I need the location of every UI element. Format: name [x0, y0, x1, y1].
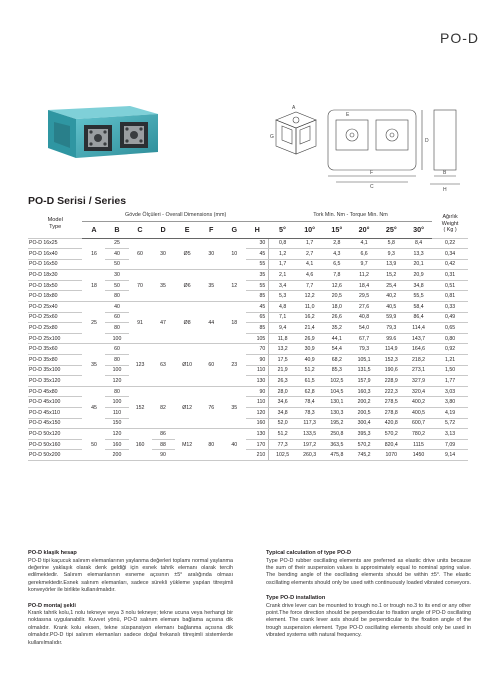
- cell-torque-1: 34,6: [269, 397, 296, 408]
- cell-type: PO-D 18x30: [28, 270, 82, 281]
- cell-torque-6: 114,4: [405, 323, 432, 334]
- cell-torque-1: 13,2: [269, 344, 296, 355]
- drawing-label-b: B: [443, 170, 447, 176]
- cell-d: 30: [152, 238, 175, 270]
- cell-h: 35: [246, 270, 269, 281]
- drawing-front-view: [328, 110, 422, 182]
- cell-e: Ø10: [175, 344, 200, 386]
- cell-a: 35: [82, 344, 105, 386]
- drawing-label-e: E: [346, 112, 350, 118]
- cell-type: PO-D 35x120: [28, 376, 82, 387]
- cell-type: PO-D 45x150: [28, 418, 82, 429]
- cell-torque-5: 5,8: [378, 238, 405, 249]
- cell-torque-4: 54,0: [350, 323, 377, 334]
- cell-torque-4: 27,6: [350, 302, 377, 313]
- cell-b: 80: [105, 323, 128, 334]
- torque-group-header: Tork Min. Nm - Torque Min. Nm: [269, 210, 432, 221]
- drawing-label-f: F: [370, 170, 374, 176]
- cell-torque-3: 250,8: [323, 429, 350, 440]
- cell-h: 65: [246, 312, 269, 323]
- cell-torque-5: 152,3: [378, 355, 405, 366]
- cell-torque-2: 4,1: [296, 259, 323, 270]
- cell-c: 60: [129, 238, 152, 270]
- cell-torque-5: 820,4: [378, 439, 405, 450]
- cell-torque-6: 1450: [405, 450, 432, 461]
- cell-torque-1: 4,8: [269, 302, 296, 313]
- cell-type: PO-D 16x25: [28, 238, 82, 249]
- cell-torque-2: 78,4: [296, 397, 323, 408]
- cell-torque-3: 35,2: [323, 323, 350, 334]
- cell-b: 80: [105, 355, 128, 366]
- cell-f: 44: [200, 302, 223, 344]
- cell-b: 30: [105, 270, 128, 281]
- cell-weight: 0,33: [432, 302, 468, 313]
- cell-weight: 0,51: [432, 280, 468, 291]
- cell-torque-4: 11,2: [350, 270, 377, 281]
- cell-torque-4: 157,9: [350, 376, 377, 387]
- cell-e: Ø8: [175, 302, 200, 344]
- cell-b: 100: [105, 365, 128, 376]
- cell-a: 25: [82, 302, 105, 344]
- note-text-en-1: Type PO-D rubber oscillating elements are preferred as elastic drive units because the sum of their suspension values is approximately equal to nominal spring value. The bending angle of the oscillating elements should be within ±5°. The elastic oscillating elements should only be used with continuously loaded vibrated conveyors.: [266, 557, 471, 586]
- cell-weight: 4,19: [432, 408, 468, 419]
- cell-torque-5: 278,8: [378, 408, 405, 419]
- cell-weight: 0,42: [432, 259, 468, 270]
- cell-weight: 0,34: [432, 249, 468, 260]
- cell-b: 40: [105, 302, 128, 313]
- insert-right: [120, 122, 148, 148]
- cell-torque-6: 273,1: [405, 365, 432, 376]
- note-heading-en-2: Type PO-D installation: [266, 595, 326, 602]
- cell-weight: 0,81: [432, 291, 468, 302]
- technical-drawing: [258, 100, 463, 192]
- col-dim-c: C: [129, 221, 152, 238]
- cell-type: PO-D 35x100: [28, 365, 82, 376]
- cell-e: Ø6: [175, 270, 200, 302]
- cell-torque-1: 1,7: [269, 259, 296, 270]
- cell-torque-1: 51,2: [269, 429, 296, 440]
- col-dim-d: D: [152, 221, 175, 238]
- cell-torque-6: 600,7: [405, 418, 432, 429]
- col-dim-h: H: [246, 221, 269, 238]
- cell-d: 86: [152, 429, 175, 440]
- cell-b: 120: [105, 376, 128, 387]
- cell-torque-4: 131,5: [350, 365, 377, 376]
- cell-type: PO-D 50x160: [28, 439, 82, 450]
- series-title: PO-D Serisi / Series: [28, 195, 127, 207]
- cell-f: 30: [200, 238, 223, 270]
- col-torque-1: 5°: [269, 221, 296, 238]
- cell-torque-5: 99.6: [378, 333, 405, 344]
- cell-torque-2: 4,6: [296, 270, 323, 281]
- cell-h: 210: [246, 450, 269, 461]
- table-row: [28, 344, 468, 355]
- drawing-label-d: D: [425, 138, 429, 144]
- cell-torque-2: 260,3: [296, 450, 323, 461]
- cell-torque-3: 363,5: [323, 439, 350, 450]
- cell-torque-2: 117,3: [296, 418, 323, 429]
- cell-e: M12: [175, 429, 200, 461]
- cell-torque-4: 9,7: [350, 259, 377, 270]
- cell-c: 91: [129, 302, 152, 344]
- cell-torque-1: 7,1: [269, 312, 296, 323]
- cell-weight: 1,77: [432, 376, 468, 387]
- cell-torque-1: 102,5: [269, 450, 296, 461]
- cell-torque-1: 9,4: [269, 323, 296, 334]
- cell-a: 50: [82, 429, 105, 461]
- cell-torque-3: 475,8: [323, 450, 350, 461]
- cell-weight: 3,13: [432, 429, 468, 440]
- note-heading-tr-2: PO-D montaj şekli: [28, 602, 76, 609]
- col-dim-f: F: [200, 221, 223, 238]
- cell-b: 60: [105, 344, 128, 355]
- cell-torque-3: 4,3: [323, 249, 350, 260]
- note-heading-en-1: Typical calculation of type PO-D: [266, 550, 352, 556]
- cell-b: 120: [105, 429, 128, 440]
- cell-torque-4: 29,5: [350, 291, 377, 302]
- cell-b: 80: [105, 386, 128, 397]
- cell-torque-2: 133,5: [296, 429, 323, 440]
- cell-torque-1: 52,0: [269, 418, 296, 429]
- cell-h: 105: [246, 333, 269, 344]
- cell-torque-3: 102,5: [323, 376, 350, 387]
- cell-torque-6: 320,4: [405, 386, 432, 397]
- drawing-label-a: A: [292, 105, 296, 111]
- cell-torque-1: 0,8: [269, 238, 296, 249]
- cell-h: 45: [246, 302, 269, 313]
- cell-type: PO-D 45x100: [28, 397, 82, 408]
- cell-h: 85: [246, 323, 269, 334]
- cell-torque-1: 17,5: [269, 355, 296, 366]
- cell-torque-2: 11,0: [296, 302, 323, 313]
- cell-a: 16: [82, 238, 105, 270]
- cell-b: 50: [105, 280, 128, 291]
- cell-torque-3: 6,5: [323, 259, 350, 270]
- cell-torque-4: 6,6: [350, 249, 377, 260]
- table-row: [28, 270, 468, 281]
- cell-torque-1: 21,9: [269, 365, 296, 376]
- cell-torque-3: 130,1: [323, 397, 350, 408]
- cell-weight: 0,22: [432, 238, 468, 249]
- cell-torque-6: 780,2: [405, 429, 432, 440]
- cell-d: 82: [152, 386, 175, 428]
- cell-type: PO-D 35x60: [28, 344, 82, 355]
- cell-b: 100: [105, 333, 128, 344]
- brand-logo: PO-D: [440, 30, 479, 46]
- cell-torque-2: 51,2: [296, 365, 323, 376]
- cell-weight: 0,80: [432, 333, 468, 344]
- cell-a: 18: [82, 270, 105, 302]
- col-torque-4: 20°: [350, 221, 377, 238]
- cell-torque-2: 21,4: [296, 323, 323, 334]
- drawing-iso-view: [276, 112, 316, 154]
- cell-a: 45: [82, 386, 105, 428]
- cell-torque-3: 104,5: [323, 386, 350, 397]
- cell-type: PO-D 35x80: [28, 355, 82, 366]
- cell-b: 50: [105, 259, 128, 270]
- cell-b: 160: [105, 439, 128, 450]
- table-row: [28, 238, 468, 249]
- cell-torque-3: 26,6: [323, 312, 350, 323]
- cell-type: PO-D 50x200: [28, 450, 82, 461]
- cell-d: 47: [152, 302, 175, 344]
- cell-torque-5: 222,3: [378, 386, 405, 397]
- cell-h: 120: [246, 408, 269, 419]
- note-heading-tr-1: PO-D klaşik hesap: [28, 550, 77, 556]
- cell-weight: 0,65: [432, 323, 468, 334]
- cell-torque-5: 1070: [378, 450, 405, 461]
- col-torque-3: 15°: [323, 221, 350, 238]
- spec-table: [28, 210, 468, 461]
- drawing-label-g: G: [270, 134, 274, 140]
- cell-h: 160: [246, 418, 269, 429]
- cell-weight: 0,92: [432, 344, 468, 355]
- cell-torque-4: 67,7: [350, 333, 377, 344]
- cell-torque-4: 745,2: [350, 450, 377, 461]
- cell-torque-3: 18,0: [323, 302, 350, 313]
- cell-torque-3: 7,8: [323, 270, 350, 281]
- cell-h: 90: [246, 355, 269, 366]
- cell-torque-2: 40,9: [296, 355, 323, 366]
- cell-torque-6: 400,5: [405, 408, 432, 419]
- col-torque-2: 10°: [296, 221, 323, 238]
- cell-c: 70: [129, 270, 152, 302]
- cell-torque-2: 78,3: [296, 408, 323, 419]
- note-text-tr-1: PO-D tipi kaçucuk salınım elemanlarının yaylanma değerleri toplamı normal yaylanma değerine yaklaşık olarak denk geldiği için esnek tahrik elemanı olarak tercih edilmektedir. Salınım elemanlarının esneme açısının ±5° aralığında olması gerekmektedir.Esnek salınım elemanları, sadece sürekli yükleme yapılan titreşimli konveyörler ile birlikte kullanılmalıdır.: [28, 557, 233, 594]
- cell-torque-3: 12,6: [323, 280, 350, 291]
- cell-torque-1: 1,2: [269, 249, 296, 260]
- cell-b: 200: [105, 450, 128, 461]
- cell-h: 110: [246, 397, 269, 408]
- cell-torque-2: 12,2: [296, 291, 323, 302]
- cell-torque-6: 1115: [405, 439, 432, 450]
- cell-torque-6: 143,7: [405, 333, 432, 344]
- cell-torque-3: 130,3: [323, 408, 350, 419]
- cell-torque-5: 570,2: [378, 429, 405, 440]
- cell-torque-2: 2,7: [296, 249, 323, 260]
- cell-torque-2: 7,7: [296, 280, 323, 291]
- cell-g: 23: [223, 344, 246, 386]
- cell-d: 63: [152, 344, 175, 386]
- cell-f: 35: [200, 270, 223, 302]
- col-dim-b: B: [105, 221, 128, 238]
- cell-torque-6: 20,9: [405, 270, 432, 281]
- insert-left: [84, 125, 112, 151]
- cell-weight: 1,50: [432, 365, 468, 376]
- cell-torque-6: 164,6: [405, 344, 432, 355]
- col-dim-e: E: [175, 221, 200, 238]
- cell-torque-1: 77,3: [269, 439, 296, 450]
- cell-type: PO-D 50x120: [28, 429, 82, 440]
- table-row: [28, 386, 468, 397]
- cell-torque-6: 55,5: [405, 291, 432, 302]
- cell-torque-5: 40,2: [378, 291, 405, 302]
- cell-torque-2: 16,2: [296, 312, 323, 323]
- cell-torque-6: 8,4: [405, 238, 432, 249]
- cell-torque-4: 105,1: [350, 355, 377, 366]
- cell-torque-5: 79,3: [378, 323, 405, 334]
- cell-b: 40: [105, 249, 128, 260]
- cell-torque-5: 13,9: [378, 259, 405, 270]
- cell-g: 12: [223, 270, 246, 302]
- col-weight: Ağırlık Weight ( Kg ): [432, 210, 468, 238]
- cell-torque-4: 79,3: [350, 344, 377, 355]
- cell-torque-3: 2,8: [323, 238, 350, 249]
- cell-h: 85: [246, 291, 269, 302]
- cell-torque-6: 400,2: [405, 397, 432, 408]
- cell-torque-1: 28,0: [269, 386, 296, 397]
- cell-torque-1: 2,1: [269, 270, 296, 281]
- cell-h: 55: [246, 259, 269, 270]
- drawing-label-c: C: [370, 184, 374, 190]
- cell-h: 30: [246, 238, 269, 249]
- cell-torque-4: 40,8: [350, 312, 377, 323]
- cell-type: PO-D 18x50: [28, 280, 82, 291]
- cell-torque-6: 86,4: [405, 312, 432, 323]
- cell-torque-5: 40,5: [378, 302, 405, 313]
- cell-torque-6: 58,4: [405, 302, 432, 313]
- cell-torque-3: 195,2: [323, 418, 350, 429]
- cell-torque-2: 1,7: [296, 238, 323, 249]
- cell-torque-2: 30,9: [296, 344, 323, 355]
- cell-c: 152: [129, 386, 152, 428]
- cell-weight: 1,21: [432, 355, 468, 366]
- cell-type: PO-D 45x110: [28, 408, 82, 419]
- cell-b: 110: [105, 408, 128, 419]
- cell-torque-4: 570,2: [350, 439, 377, 450]
- cell-h: 130: [246, 429, 269, 440]
- cell-type: PO-D 16x40: [28, 249, 82, 260]
- cell-d: 90: [152, 450, 175, 461]
- cell-torque-4: 200,2: [350, 397, 377, 408]
- cell-torque-6: 13,3: [405, 249, 432, 260]
- col-dim-g: G: [223, 221, 246, 238]
- cell-f: 76: [200, 386, 223, 428]
- cell-torque-5: 59,9: [378, 312, 405, 323]
- cell-b: 80: [105, 291, 128, 302]
- cell-torque-6: 34,8: [405, 280, 432, 291]
- col-model-type: Model Type: [28, 210, 82, 238]
- cell-torque-4: 160,3: [350, 386, 377, 397]
- cell-weight: 7,09: [432, 439, 468, 450]
- cell-torque-1: 5,3: [269, 291, 296, 302]
- cell-torque-3: 85,3: [323, 365, 350, 376]
- cell-weight: 0,49: [432, 312, 468, 323]
- cell-weight: 0,31: [432, 270, 468, 281]
- cell-torque-5: 420,8: [378, 418, 405, 429]
- cell-weight: 3,80: [432, 397, 468, 408]
- cell-h: 90: [246, 386, 269, 397]
- cell-torque-5: 25,4: [378, 280, 405, 291]
- cell-weight: 5,72: [432, 418, 468, 429]
- product-photo: [34, 92, 164, 162]
- cell-torque-1: 3,4: [269, 280, 296, 291]
- cell-d: 88: [152, 439, 175, 450]
- cell-b: 25: [105, 238, 128, 249]
- cell-torque-3: 44,1: [323, 333, 350, 344]
- cell-b: 60: [105, 312, 128, 323]
- cell-h: 110: [246, 365, 269, 376]
- cell-f: 60: [200, 344, 223, 386]
- cell-h: 170: [246, 439, 269, 450]
- cell-torque-5: 228,9: [378, 376, 405, 387]
- cell-torque-4: 4,1: [350, 238, 377, 249]
- cell-torque-5: 114,9: [378, 344, 405, 355]
- cell-e: Ø5: [175, 238, 200, 270]
- cell-type: PO-D 16x50: [28, 259, 82, 270]
- cell-type: PO-D 18x80: [28, 291, 82, 302]
- cell-c: 160: [129, 429, 152, 461]
- note-text-en-2: Crank drive lever can be mounted to trough no.1 or trough no.3 to its end or any other point.The force direction should be perpendicular to fixation angle of PO-D oscillating element. The crank lever axis should be perpendicular to the fixation angle of the trough suspension element. Type PO-D oscillating elements should only be used in vibrated systems with natural frequency.: [266, 602, 471, 639]
- cell-torque-3: 68,2: [323, 355, 350, 366]
- cell-torque-5: 190,6: [378, 365, 405, 376]
- cell-torque-2: 61,5: [296, 376, 323, 387]
- note-text-tr-2: Krank tahrik kolu,1 nolu tekneye veya 3 nolu tekneye; tekne ucuna veya herhangi bir noktasına uygulanabilir. Kuvvet yönü, PO-D salınım elemanı bağlama açısına dik olmalıdır. Krank kolu eksen, tekne süspansiyon elemanı bağlanma açısına dik olmalıdır.PO-D tipi salınım elemanları sadece doğal frekanslı titreşimli sistemlerde kullanılmalıdır.: [28, 610, 233, 646]
- cell-torque-4: 18,4: [350, 280, 377, 291]
- cell-b: 150: [105, 418, 128, 429]
- cell-type: PO-D 45x80: [28, 386, 82, 397]
- cell-c: 123: [129, 344, 152, 386]
- cell-type: PO-D 25x60: [28, 312, 82, 323]
- cell-g: 18: [223, 302, 246, 344]
- cell-type: PO-D 25x80: [28, 323, 82, 334]
- notes-turkish: [28, 550, 233, 655]
- cell-weight: 3,03: [432, 386, 468, 397]
- col-torque-5: 25°: [378, 221, 405, 238]
- cell-torque-6: 20,1: [405, 259, 432, 270]
- cell-torque-4: 395,3: [350, 429, 377, 440]
- cell-h: 70: [246, 344, 269, 355]
- cell-torque-2: 197,2: [296, 439, 323, 450]
- cell-torque-5: 15,2: [378, 270, 405, 281]
- dims-group-header: Gövde Ölçüleri - Overall Dimensions (mm): [82, 210, 268, 221]
- cell-torque-1: 34,8: [269, 408, 296, 419]
- cell-torque-1: 11,8: [269, 333, 296, 344]
- drawing-label-h: H: [443, 187, 447, 192]
- cell-d: 35: [152, 270, 175, 302]
- cell-g: 35: [223, 386, 246, 428]
- cell-f: 80: [200, 429, 223, 461]
- cell-torque-2: 62,8: [296, 386, 323, 397]
- cell-torque-1: 26,3: [269, 376, 296, 387]
- cell-torque-6: 327,9: [405, 376, 432, 387]
- col-torque-6: 30°: [405, 221, 432, 238]
- cell-h: 55: [246, 280, 269, 291]
- cell-torque-2: 26,9: [296, 333, 323, 344]
- cell-b: 100: [105, 397, 128, 408]
- cell-torque-4: 200,5: [350, 408, 377, 419]
- table-row: [28, 429, 468, 440]
- cell-h: 130: [246, 376, 269, 387]
- cell-g: 10: [223, 238, 246, 270]
- cell-h: 45: [246, 249, 269, 260]
- cell-type: PO-D 25x40: [28, 302, 82, 313]
- cell-torque-5: 9,3: [378, 249, 405, 260]
- cell-type: PO-D 25x100: [28, 333, 82, 344]
- cell-torque-6: 218,2: [405, 355, 432, 366]
- cell-torque-4: 300,4: [350, 418, 377, 429]
- cell-e: Ø12: [175, 386, 200, 428]
- notes-english: [266, 550, 471, 648]
- cell-torque-5: 278,5: [378, 397, 405, 408]
- col-dim-a: A: [82, 221, 105, 238]
- cell-g: 40: [223, 429, 246, 461]
- cell-torque-3: 20,5: [323, 291, 350, 302]
- cell-weight: 9,14: [432, 450, 468, 461]
- cell-torque-3: 54,4: [323, 344, 350, 355]
- table-row: [28, 302, 468, 313]
